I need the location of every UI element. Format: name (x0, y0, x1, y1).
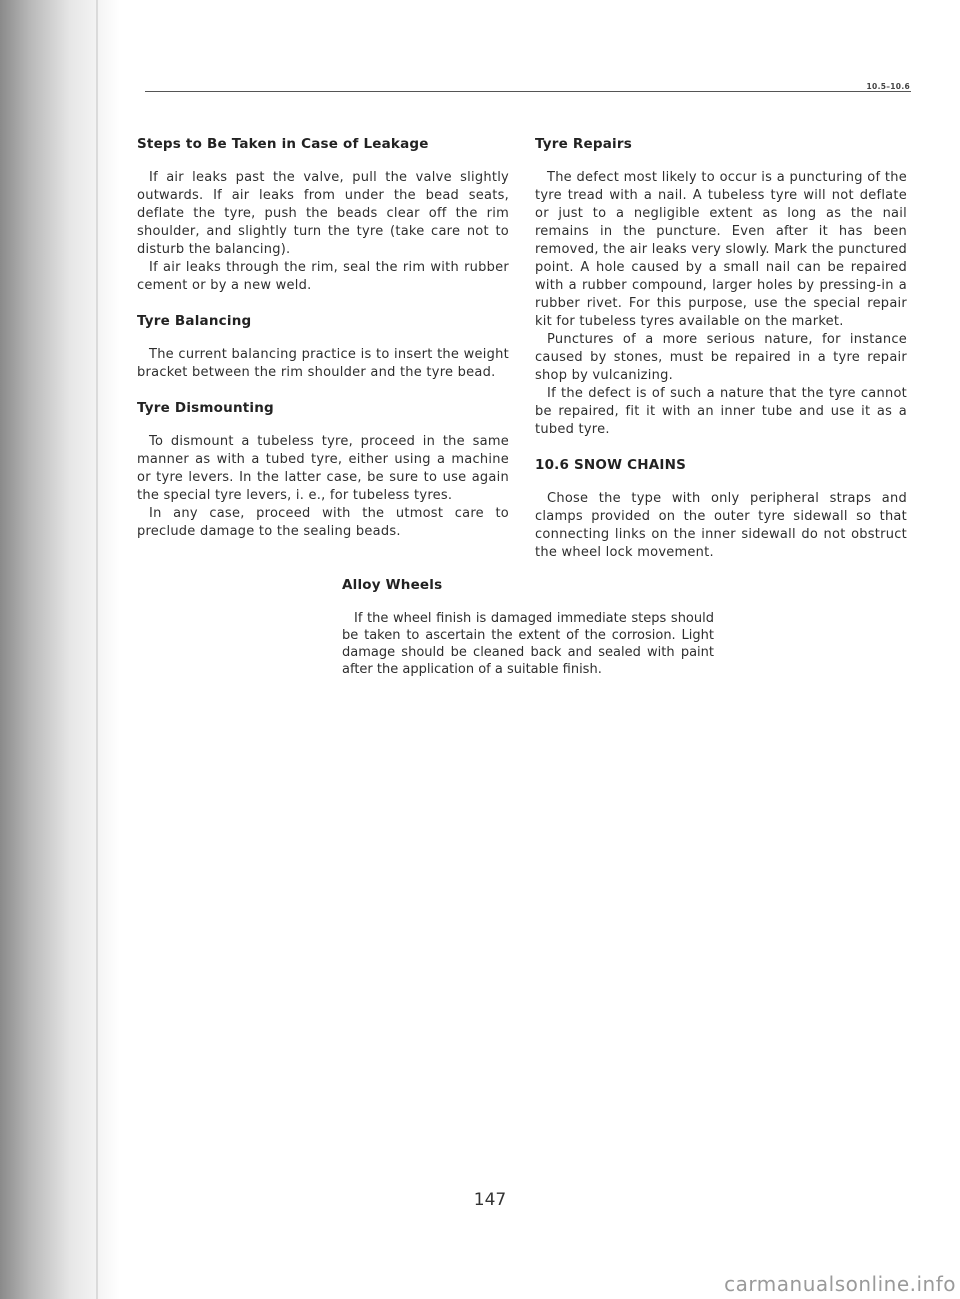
page-section-reference: 10.5–10.6 (866, 82, 910, 91)
left-column (137, 136, 509, 541)
leakage-paragraph-2: If air leaks through the rim, seal the rim with rubber cement or by a new weld. (137, 260, 509, 293)
snow-chains-paragraph-1: Chose the type with only peripheral straps and clamps provided on the outer tyre sidewall so that connecting links on the inner sidewall do not obstruct the wheel lock movement. (535, 491, 907, 560)
binding-shadow (0, 0, 120, 1299)
heading-snow-chains: 10.6 SNOW CHAINS (535, 457, 686, 473)
heading-alloy-wheels: Alloy Wheels (342, 577, 443, 593)
watermark: carmanualsonline.info (724, 1272, 956, 1296)
heading-tyre-balancing: Tyre Balancing (137, 313, 252, 329)
heading-tyre-dismounting: Tyre Dismounting (137, 400, 274, 416)
repairs-paragraph-3: If the defect is of such a nature that the tyre cannot be repaired, fit it with an inner tube and use it as a tubed tyre. (535, 386, 907, 437)
repairs-paragraph-2: Punctures of a more serious nature, for instance caused by stones, must be repaired in a tyre repair shop by vulcanizing. (535, 332, 907, 383)
balancing-paragraph-1: The current balancing practice is to insert the weight bracket between the rim shoulder and the tyre bead. (137, 347, 509, 380)
dismounting-paragraph-2: In any case, proceed with the utmost care to preclude damage to the sealing beads. (137, 506, 509, 539)
dismounting-paragraph-1: To dismount a tubeless tyre, proceed in the same manner as with a tubed tyre, either using a machine or tyre levers. In the latter case, be sure to use again the special tyre levers, i. e., for tubeless tyres. (137, 434, 509, 503)
alloy-wheels-paragraph: If the wheel finish is damaged immediate steps should be taken to ascertain the extent of the corrosion. Light damage should be cleaned back and sealed with paint after the application of a suitable finish. (342, 611, 714, 677)
heading-tyre-repairs: Tyre Repairs (535, 136, 632, 152)
repairs-paragraph-1: The defect most likely to occur is a puncturing of the tyre tread with a nail. A tubeless tyre will not deflate or just to a negligible extent as long as the nail remains in the puncture. Even after it has been removed, the air leaks very slowly. Mark the punctured point. A hole caused by a small nail can be repaired with a rubber compound, larger holes by pressing-in a rubber rivet. For this purpose, use the special repair kit for tubeless tyres available on the market. (535, 170, 907, 329)
page-number: 147 (473, 1190, 507, 1210)
heading-leakage: Steps to Be Taken in Case of Leakage (137, 136, 429, 152)
leakage-paragraph-1: If air leaks past the valve, pull the valve slightly outwards. If air leaks from under the bead seats, deflate the tyre, push the beads clear off the rim shoulder, and slightly turn the tyre (take care not to disturb the balancing). (137, 170, 509, 257)
binding-edge (96, 0, 98, 1299)
alloy-wheels-section (342, 577, 714, 678)
header-rule (145, 91, 911, 92)
right-column (535, 136, 907, 562)
